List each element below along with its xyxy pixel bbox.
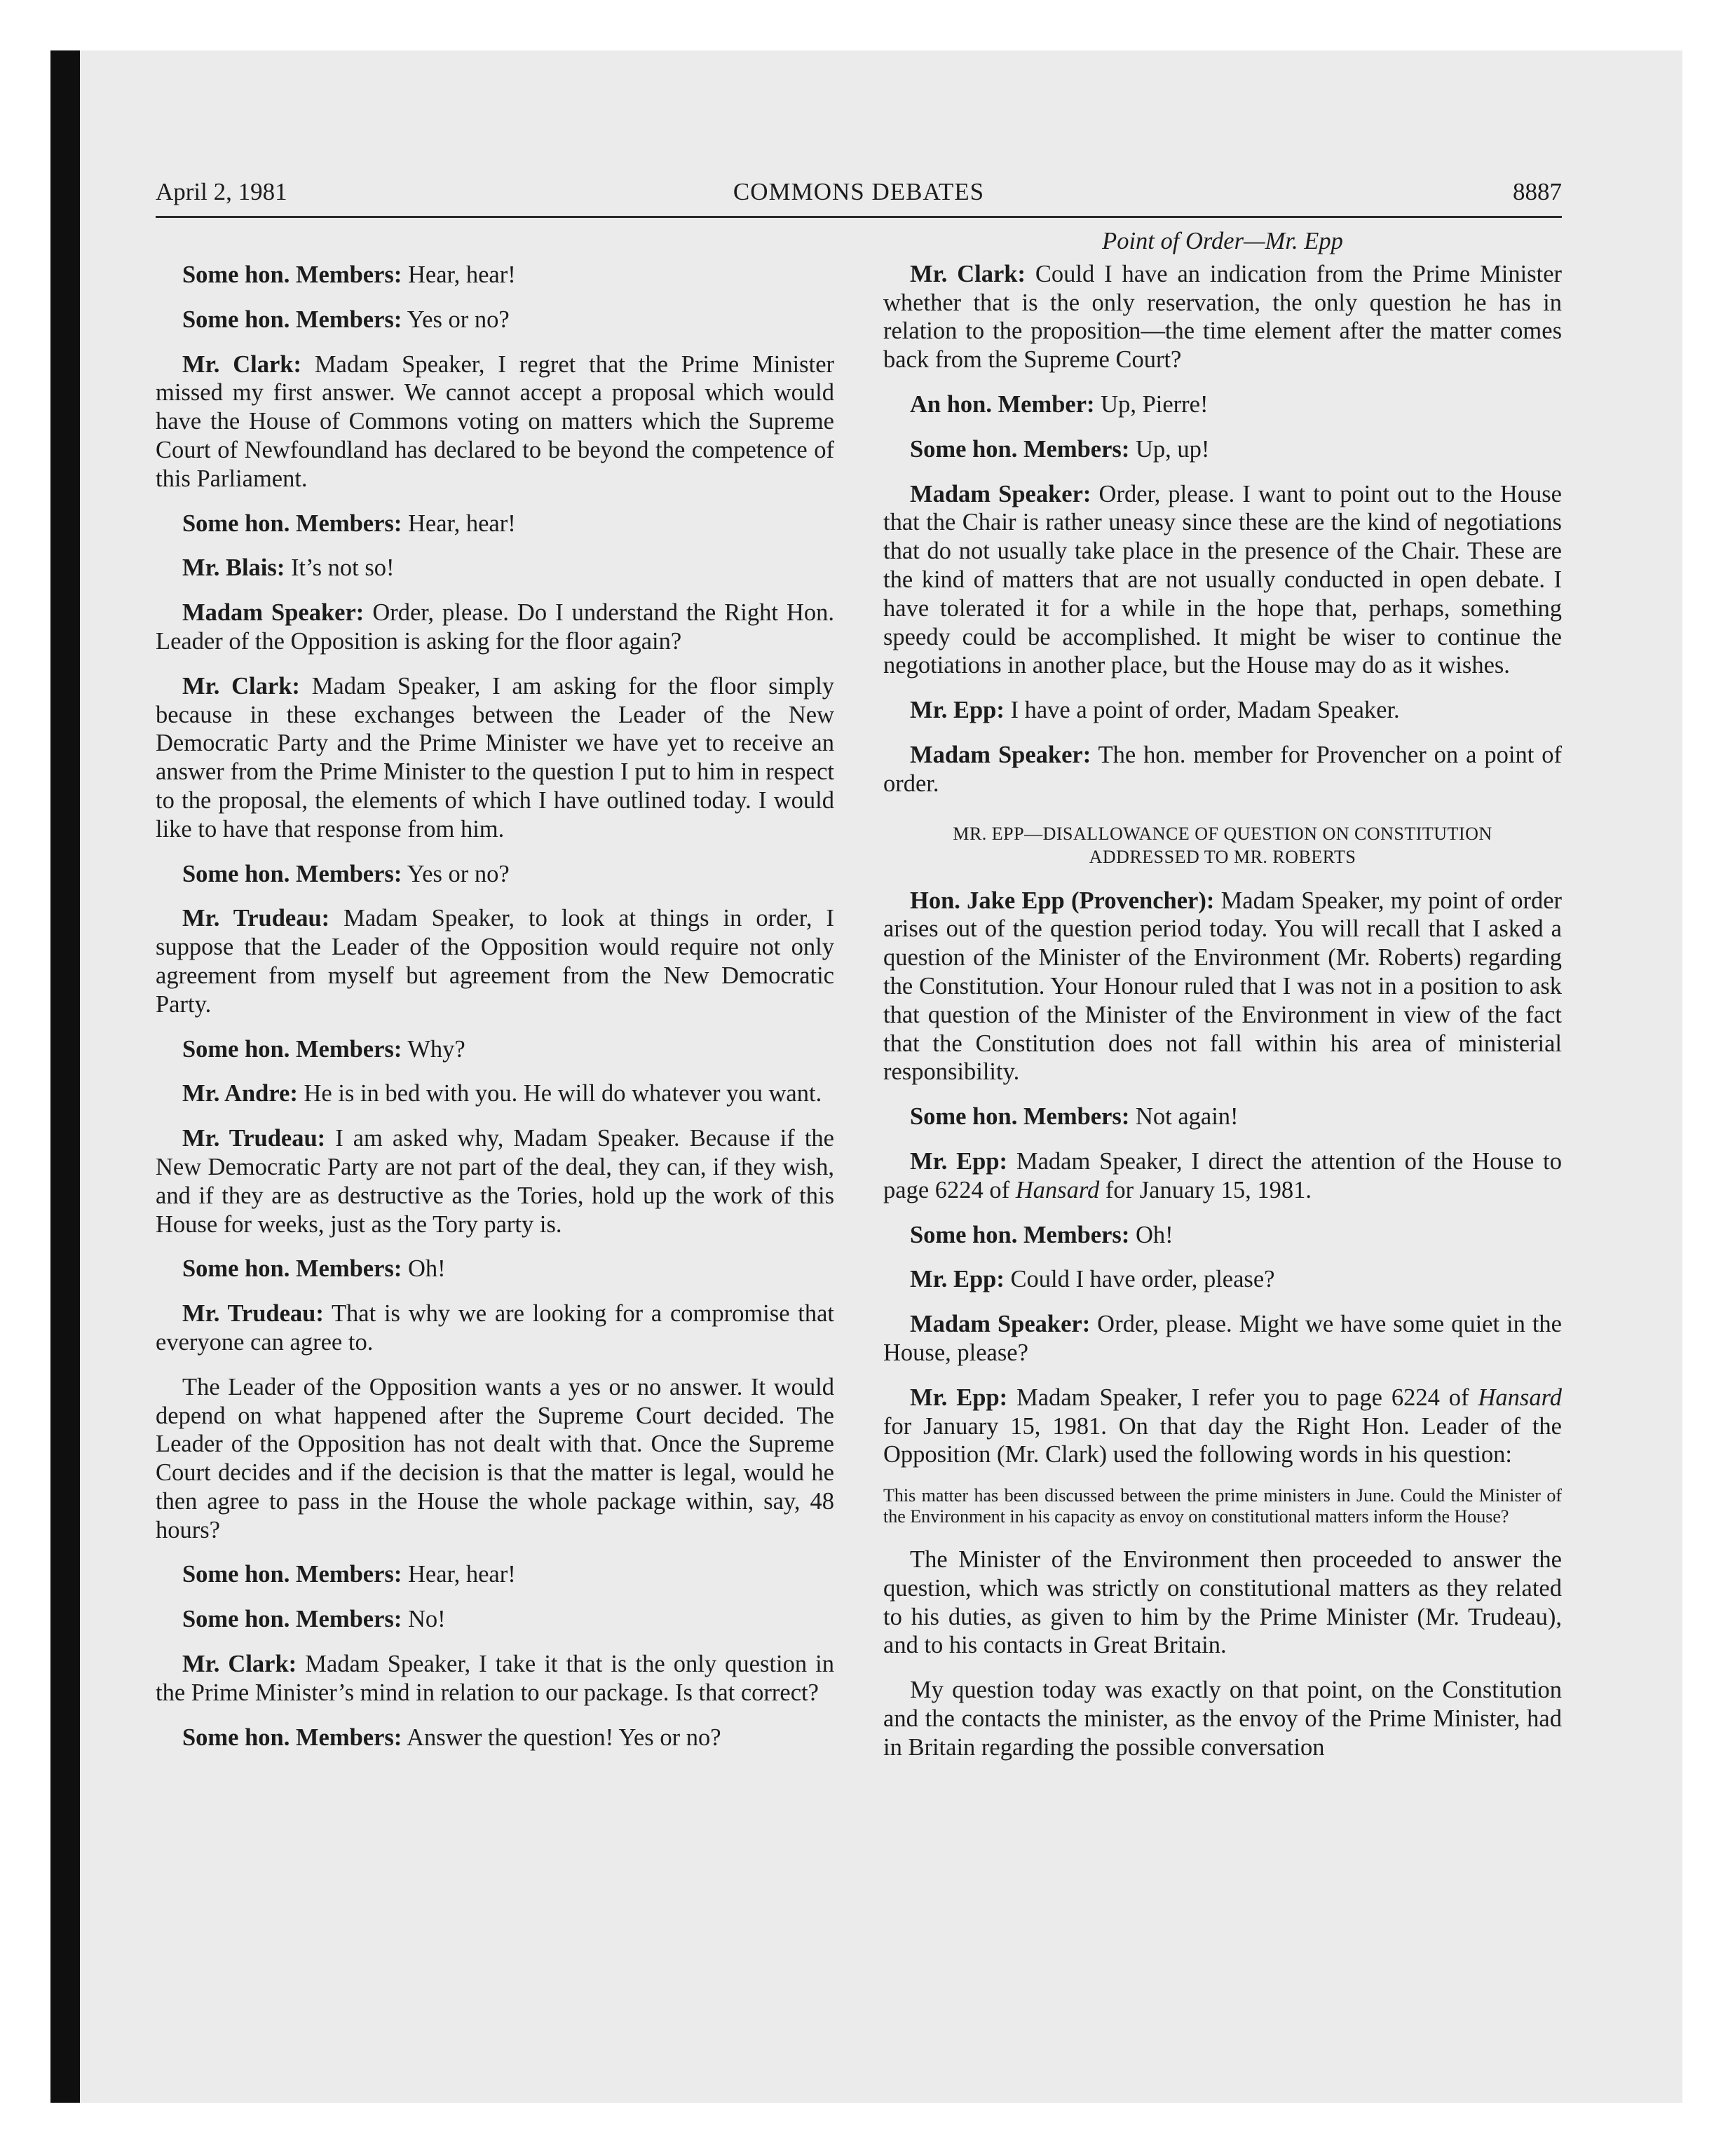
hansard-italic: Hansard [1478,1384,1562,1411]
speech-text: Madam Speaker, I am asking for the floor simply because in these exchanges between the Leader of the New Democratic Party and the Prime Minister we have yet to receive an answer from the Prime Minister to the question I put to him in respect to the proposal, the elements of which I have outlined today. I would like to have that response from him. [156,672,835,842]
section-heading-line1: MR. EPP—DISALLOWANCE OF QUESTION ON CONSTITUTION [953,823,1492,844]
speaker-name: Madam Speaker: [910,480,1091,507]
speaker-name: Mr. Clark: [910,260,1026,287]
speaker-name: Mr. Epp: [910,1384,1008,1411]
speaker-name: Mr. Epp: [910,697,1005,724]
speech-paragraph [156,1035,834,1064]
speaker-name: Mr. Trudeau: [182,1125,326,1152]
speech-text: Hear, hear! [402,261,516,288]
header-page-number: 8887 [1513,178,1562,205]
speaker-name: Some hon. Members: [910,1221,1130,1248]
speech-text: Up, Pierre! [1094,390,1209,418]
right-column [883,227,1562,1778]
speech-paragraph [156,261,834,289]
speaker-name: Some hon. Members: [182,1561,402,1588]
speech-text: I am asked why, Madam Speaker. Because if the New Democratic Party are not part of the deal, they can, if they wish, and if they are as destructive as the Tories, hold up the work of this House for weeks, just as the Tory party is. [156,1125,834,1238]
speaker-name: Some hon. Members: [182,1724,402,1751]
speech-paragraph [156,350,834,493]
speaker-name: Some hon. Members: [182,510,402,537]
speaker-name: Some hon. Members: [910,435,1130,463]
speech-paragraph [156,1605,834,1634]
speech-paragraph [156,306,834,334]
speech-text: No! [402,1606,446,1633]
speech-text: The hon. member for Provencher on a point of order. [883,741,1562,797]
section-heading-line2: ADDRESSED TO MR. ROBERTS [1089,846,1356,867]
speaker-name: Some hon. Members: [182,1255,402,1283]
speech-paragraph [883,887,1562,1087]
speaker-name: Some hon. Members: [910,1103,1130,1131]
speech-paragraph [883,390,1562,419]
speech-paragraph [156,904,834,1018]
speech-paragraph [156,1650,834,1707]
speech-text: Oh! [1129,1221,1173,1248]
speech-paragraph [883,1103,1562,1131]
speech-paragraph [156,1079,834,1108]
quoted-passage: This matter has been discussed between the prime ministers in June. Could the Minister of the Environment in his capacity as envoy on constitutional matters inform the House? [883,1485,1562,1527]
speaker-name: Hon. Jake Epp (Provencher): [910,887,1215,914]
speech-paragraph [156,672,834,844]
speech-text: for January 15, 1981. [1099,1176,1312,1203]
speech-text: Answer the question! Yes or no? [402,1724,721,1751]
speech-text: That is why we are looking for a compromise that everyone can agree to. [156,1300,834,1356]
scan-edge-bar [50,50,80,2103]
scanned-page [50,50,1682,2103]
speech-text: Order, please. Do I understand the Right Hon. Leader of the Opposition is asking for the floor again? [156,599,835,655]
speech-paragraph [883,260,1562,374]
speech-text: for January 15, 1981. On that day the Right Hon. Leader of the Opposition (Mr. Clark) used the following words in his question: [883,1412,1562,1468]
right-paras-middle [883,887,1562,1131]
speech-paragraph [156,599,834,656]
speech-paragraph [883,1147,1562,1205]
speech-text: Order, please. I want to point out to the House that the Chair is rather uneasy since these are the kind of negotiations that do not usually take place in the presence of the Chair. These are the kind of matters that are not usually conducted in open debate. I have tolerated it for a while in the hope that, perhaps, something speedy could be accomplished. It might be wiser to continue the negotiations in another place, but the House may do as it wishes. [883,480,1562,679]
speaker-name: Madam Speaker: [182,599,365,627]
speaker-name: Some hon. Members: [182,1035,402,1063]
speech-paragraph [156,1560,834,1589]
speech-paragraph [156,1373,834,1545]
speech-paragraph [156,554,834,582]
speech-text: He is in bed with you. He will do whatever you want. [297,1080,822,1107]
speech-text: Hear, hear! [402,1561,516,1588]
header-date: April 2, 1981 [156,178,287,205]
speech-text: Could I have an indication from the Prime Minister whether that is the only reservation, the only question he has in relation to the proposition—the time element after the matter comes back from the Supreme Court? [883,260,1562,374]
speech-paragraph [156,1124,834,1239]
speaker-name: Mr. Epp: [910,1147,1008,1175]
speech-text: Not again! [1129,1103,1239,1131]
speaker-name: Mr. Clark: [182,350,301,378]
speech-paragraph [156,510,834,538]
speaker-name: Some hon. Members: [182,860,402,887]
right-paras-after [883,1546,1562,1762]
speech-paragraph [156,1724,834,1752]
speech-text: Yes or no? [402,306,510,333]
speech-paragraph [883,1384,1562,1469]
speech-text: Hear, hear! [402,510,516,537]
speech-text: Yes or no? [402,860,510,887]
hansard-italic: Hansard [1015,1176,1100,1203]
left-column [156,261,834,1768]
speech-text: Madam Speaker, I regret that the Prime Minister missed my first answer. We cannot accept a proposal which would have the House of Commons voting on matters which the Supreme Court of Newfoundland has declared to be beyond the competence of this Parliament. [156,350,834,492]
speech-text: Madam Speaker, I refer you to page 6224 of [1007,1384,1478,1411]
speaker-name: Madam Speaker: [910,741,1091,768]
speech-paragraph [883,435,1562,464]
speech-paragraph [883,1310,1562,1367]
speech-text: It’s not so! [285,554,395,582]
section-heading [883,822,1562,868]
speaker-name: Mr. Clark: [182,672,300,700]
speech-text: I have a point of order, Madam Speaker. [1004,697,1400,724]
speech-paragraph [883,1546,1562,1660]
speech-text: Up, up! [1129,435,1210,463]
speaker-name: Mr. Epp: [910,1266,1005,1293]
speaker-name: Some hon. Members: [182,261,402,288]
speech-text: The Minister of the Environment then proceeded to answer the question, which was strictly on constitutional matters as they related to his duties, as given to him by the Prime Minister (Mr. Trudeau), and to his contacts in Great Britain. [883,1546,1562,1659]
right-paras-mid2 [883,1221,1562,1367]
speaker-name: Madam Speaker: [910,1311,1091,1338]
speech-text: Madam Speaker, to look at things in order, I suppose that the Leader of the Opposition would require not only agreement from myself but agreement from the New Democratic Party. [156,905,834,1018]
speech-text: The Leader of the Opposition wants a yes or no answer. It would depend on what happened after the Supreme Court decided. The Leader of the Opposition has not dealt with that. Once the Supreme Court decides and if the decision is that the matter is legal, would he then agree to pass in the House the whole package within, say, 48 hours? [156,1373,834,1543]
page-header [156,175,1562,218]
speech-paragraph [156,1299,834,1357]
speech-paragraph [883,741,1562,798]
speaker-name: Mr. Trudeau: [182,1300,324,1328]
speech-text: Madam Speaker, I take it that is the only question in the Prime Minister’s mind in relation to our package. Is that correct? [156,1651,834,1706]
speech-text: Oh! [402,1255,446,1283]
speech-paragraph [883,1221,1562,1250]
speech-paragraph [883,480,1562,681]
speech-text: Why? [402,1035,465,1063]
speaker-name: Mr. Trudeau: [182,905,330,932]
speaker-name: Some hon. Members: [182,306,402,333]
speech-paragraph [883,696,1562,725]
speech-paragraph [156,860,834,889]
speech-text: Could I have order, please? [1004,1266,1275,1293]
speaker-name: An hon. Member: [910,390,1095,418]
speaker-name: Some hon. Members: [182,1606,402,1633]
speech-text: Madam Speaker, I direct the attention of the House to page 6224 of [883,1147,1562,1203]
point-of-order-subheading: Point of Order—Mr. Epp [1102,228,1343,254]
speech-text: My question today was exactly on that point, on the Constitution and the contacts the minister, as the envoy of the Prime Minister, had in Britain regarding the possible conversation [883,1677,1562,1761]
speaker-name: Mr. Clark: [182,1651,297,1678]
speech-paragraph [883,1676,1562,1761]
header-title: COMMONS DEBATES [733,178,985,205]
speaker-name: Mr. Andre: [182,1080,298,1107]
speech-paragraph [883,1265,1562,1294]
speech-text: Madam Speaker, my point of order arises out of the question period today. You will recall that I asked a question of the Minister of the Environment (Mr. Roberts) regarding the Constitution. Your Honour ruled that I was not in a position to ask that question of the Minister of the Environment in view of the fact that the Constitution does not fall within his area of ministerial responsibility. [883,887,1563,1086]
right-paras-before [883,260,1562,798]
speech-paragraph [156,1255,834,1283]
speaker-name: Mr. Blais: [182,554,285,582]
speech-text: Order, please. Might we have some quiet in the House, please? [883,1311,1562,1366]
